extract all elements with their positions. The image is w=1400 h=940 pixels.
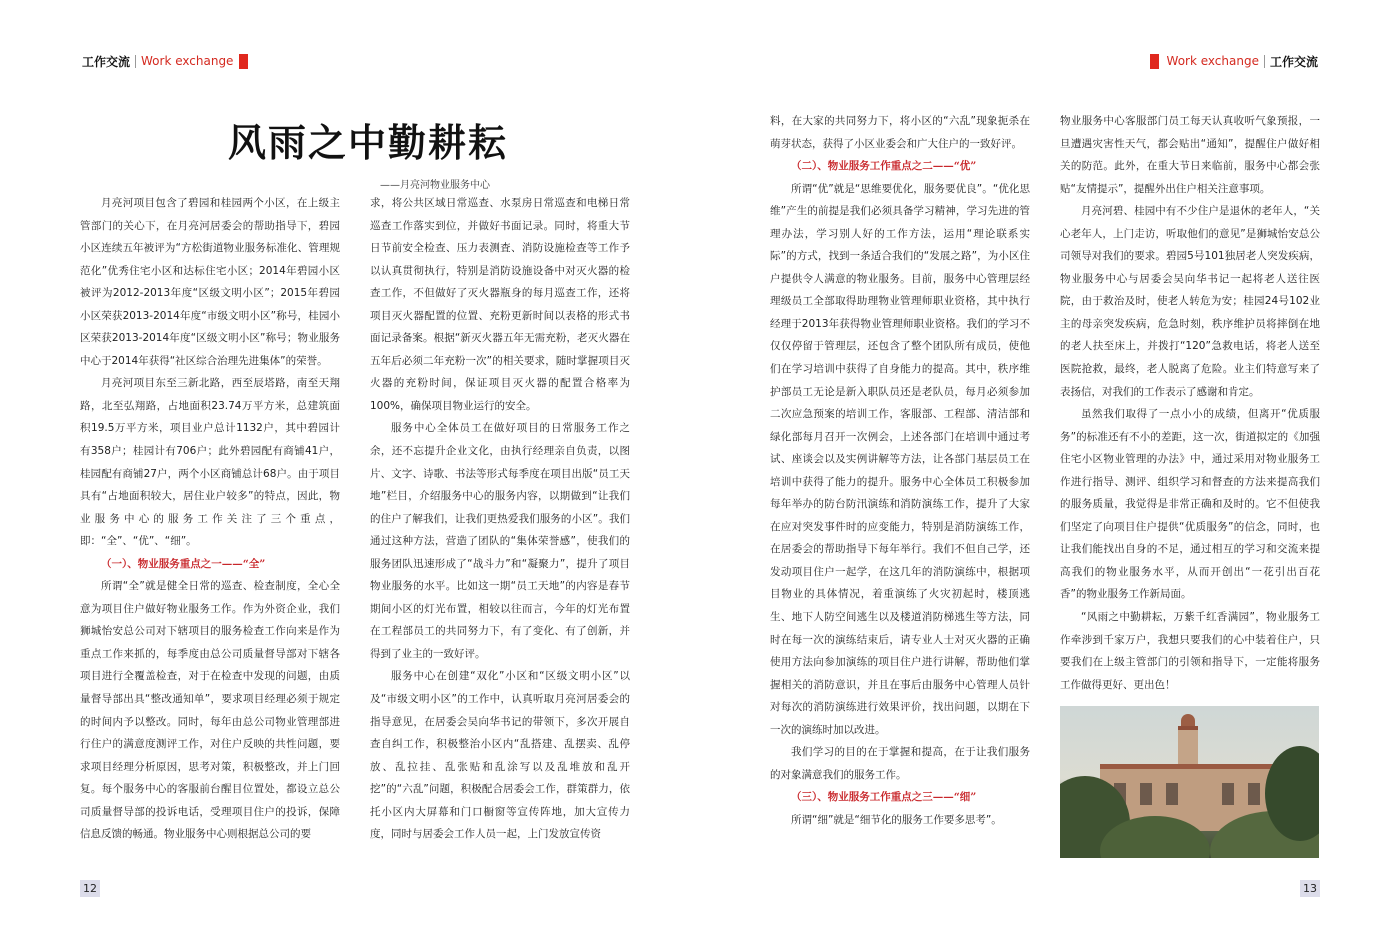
- text-column-2: [370, 192, 630, 846]
- header-chinese-title: 工作交流: [82, 54, 131, 69]
- section-heading: （一）、物业服务重点之一——“全”: [101, 557, 266, 570]
- page-number-left: 12: [80, 880, 100, 897]
- section-heading: （三）、物业服务工作重点之三——“细”: [791, 791, 977, 804]
- paragraph: 月亮河碧、桂园中有不少住户是退休的老年人，“关心老年人，上门走访，听取他们的意见”是狮城怡安总公司领导对我们的要求。碧园5号101独居老人突发疾病，物业服务中心与居委会吴向华书记一起将老人送往医院，由于救治及时，使老人转危为安；桂园24号102业主的母亲突发疾病，危急时刻，秩序维护员将摔倒在地的老人扶至床上，并拨打“120”急救电话，将老人送至医院抢救，最终，老人脱离了危险。业主们特意写来了表扬信，对我们的工作表示了感谢和肯定。: [1060, 205, 1320, 398]
- page-number-right: 13: [1300, 880, 1320, 897]
- text-column-1: [80, 192, 340, 846]
- paragraph: 月亮河项目东至三新北路，西至辰塔路，南至天翔路，北至弘翔路，占地面积23.74万平方米，总建筑面积19.5万平方米，项目业户总计1132户，其中碧园计有358户；桂园计有706户；此外碧园配有商铺41户，桂园配有商铺27户，两个小区商铺总计68户。由于项目具有“占地面积较大，居住业户较多”的特点，因此，物业服务中心的服务工作关注了三个重点，即：“全”、“优”、“细”。: [80, 377, 340, 548]
- clubhouse-photo: [1060, 706, 1319, 858]
- paragraph: 所谓“全”就是健全日常的巡查、检查制度，全心全意为项目住户做好物业服务工作。作为外资企业，我们狮城怡安总公司对下辖项目的服务检查工作向来是作为重点工作来抓的，每季度由总公司质量督导部对下辖各项目进行全覆盖检查，对于在检查中发现的问题，由质量督导部出具“整改通知单”，要求项目经理必须于规定的时间内予以整改。同时，每年由总公司物业管理部进行住户的满意度测评工作，对住户反映的共性问题，要求项目经理分析原因，思考对策，积极整改，并上门回复。每个服务中心的客服前台醒目位置处，都设立总公司质量督导部的投诉电话，受理项目住户的投诉，保障信息反馈的畅通。物业服务中心则根据总公司的要: [80, 580, 340, 841]
- red-bar-marker: [239, 54, 248, 69]
- text-column-3: [770, 110, 1030, 832]
- header-divider: [135, 55, 136, 68]
- paragraph: 所谓“细”就是“细节化的服务工作要多思考”。: [791, 813, 1002, 826]
- header-english-title: Work exchange: [141, 54, 234, 68]
- article-title: 风雨之中勤耕耘: [228, 120, 509, 165]
- paragraph: 服务中心在创建“双化”小区和“区级文明小区”以及“市级文明小区”的工作中，认真听取月亮河居委会的指导意见，在居委会吴向华书记的带领下，多次开展自查自纠工作，积极整治小区内“乱搭建、乱摆卖、乱停放、乱拉挂、乱张贴和乱涂写以及乱堆放和乱开挖”的“六乱”问题，积极配合居委会工作，群策群力，依托小区内大屏幕和门口橱窗等宣传阵地，加大宣传力度，同时与居委会工作人员一起，上门发放宣传资: [370, 670, 630, 841]
- paragraph: 求，将公共区域日常巡查、水泵房日常巡查和电梯日常巡查工作落实到位，并做好书面记录。同时，将重大节日节前安全检查、压力表测査、消防设施检查等工作予以认真贯彻执行，特别是消防设施设备中对灭火器的检查工作，不但做好了灭火器瓶身的每月巡查工作，还将项目灭火器配置的位置、充粉更新时间以表格的形式书面记录备案。根据“新灭火器五年无需充粉，老灭火器在五年后必须二年充粉一次”的相关要求，随时掌握项目灭火器的充粉时间，保证项目灭火器的配置合格率为100%，确保项目物业运行的安全。: [370, 197, 630, 412]
- header-chinese-title: 工作交流: [1269, 54, 1318, 69]
- header-divider: [1264, 55, 1265, 68]
- paragraph: 月亮河项目包含了碧园和桂园两个小区，在上级主管部门的关心下，在月亮河居委会的帮助指导下，碧园小区连续五年被评为“方松街道物业服务标准化、管理规范化”优秀住宅小区和达标住宅小区；2014年碧园小区被评为2012-2013年度“区级文明小区”；2015年碧园小区荣获2013-2014年度“市级文明小区”称号，桂园小区荣获2013-2014年度“区级文明小区”称号；物业服务中心于2014年获得“社区综合治理先进集体”的荣誉。: [80, 197, 340, 367]
- paragraph: 虽然我们取得了一点小小的成绩，但离开“优质服务”的标准还有不小的差距，这一次，街道拟定的《加强住宅小区物业管理的办法》中，通过采用对物业服务工作进行指导、测评、组织学习和督查的方法来提高我们的服务质量，我觉得是非常正确和及时的。它不但使我们坚定了向项目住户提供“优质服务”的信念，同时，也让我们能找出自身的不足，通过相互的学习和交流来提高我们的物业服务水平，从而开创出“一花引出百花香”的物业服务工作新局面。: [1060, 408, 1320, 601]
- paragraph: 所谓“优”就是“思维要优化，服务要优良”。“优化思维”产生的前提是我们必须具备学习精神，学习先进的管理办法，学习别人好的工作方法，运用“理论联系实际”的方式，找到一条适合我们的“发展之路”，为小区住户提供令人满意的物业服务。目前，服务中心管理层经理级员工全部取得助理物业管理师职业资格，其中执行经理于2013年获得物业管理师职业资格。我们的学习不仅仅停留于管理层，还包含了整个团队所有成员，使他们在学习培训中获得了自身能力的提高。其中，秩序维护部员工无论是新入职队员还是老队员，每月必须参加二次应急预案的培训工作，客服部、工程部、清洁部和绿化部每月召开一次例会，上述各部门在培训中通过考试、座谈会以及实例讲解等方法，让各部门基层员工在培训中获得了能力的提升。服务中心全体员工积极参加每年举办的防台防汛演练和消防演练工作，提升了大家在应对突发事件时的应变能力，特别是消防演练工作，在居委会的帮助指导下每年举行。我们不但自己学，还发动项目住户一起学，在这几年的消防演练中，根据项目物业的具体情况，着重演练了火灾初起时，楼顶逃生、地下人防空间逃生以及楼道消防梯逃生等方法，同时在每一次的演练结束后，请专业人士对灭火器的正确使用方法向参加演练的项目住户进行讲解，帮助他们掌握相关的消防意识，并且在事后由服务中心管理人员针对每次的消防演练进行效果评价，找出问题，以期在下一次的演练时加以改进。: [770, 182, 1030, 736]
- paragraph: 服务中心全体员工在做好项目的日常服务工作之余，还不忘提升企业文化，由执行经理亲自负责，以图片、文字、诗歌、书法等形式每季度在项目出版“员工天地”栏目，介绍服务中心的服务内容，以期做到“让我们的住户了解我们，让我们更热爱我们服务的小区”。我们通过这种方法，营造了团队的“集体荣誉感”，使我们的服务团队迅速形成了“战斗力”和“凝聚力”，提升了项目物业服务的水平。比如这一期“员工天地”的内容是春节期间小区的灯光布置，相较以往而言，今年的灯光布置在工程部员工的共同努力下，有了变化、有了创新，并得到了业主的一致好评。: [370, 422, 630, 660]
- red-bar-marker: [1150, 54, 1159, 69]
- paragraph: 我们学习的目的在于掌握和提高，在于让我们服务的对象满意我们的服务工作。: [770, 746, 1030, 781]
- section-heading: （二）、物业服务工作重点之二——“优”: [791, 160, 977, 173]
- paragraph: 物业服务中心客服部门员工每天认真收听气象预报，一旦遭遇灾害性天气，都会贴出“通知”，提醒住户做好相关的防范。此外，在重大节日来临前，服务中心都会张贴“友情提示”，提醒外出住户相关注意事项。: [1060, 115, 1320, 195]
- header-english-title: Work exchange: [1166, 54, 1259, 68]
- paragraph: 料，在大家的共同努力下，将小区的“六乱”现象扼杀在萌芽状态，获得了小区业委会和广大住户的一致好评。: [770, 115, 1030, 150]
- paragraph: “风雨之中勤耕耘，万紫千红香满园”，物业服务工作牵涉到千家万户，我想只要我们的心中装着住户，只要我们在上级主管部门的引领和指导下，一定能将服务工作做得更好、更出色！: [1060, 611, 1320, 691]
- text-column-4: [1060, 110, 1320, 696]
- right-running-header: [1150, 52, 1318, 70]
- article-subtitle: ——月亮河物业服务中心: [380, 180, 490, 191]
- left-running-header: [82, 52, 248, 70]
